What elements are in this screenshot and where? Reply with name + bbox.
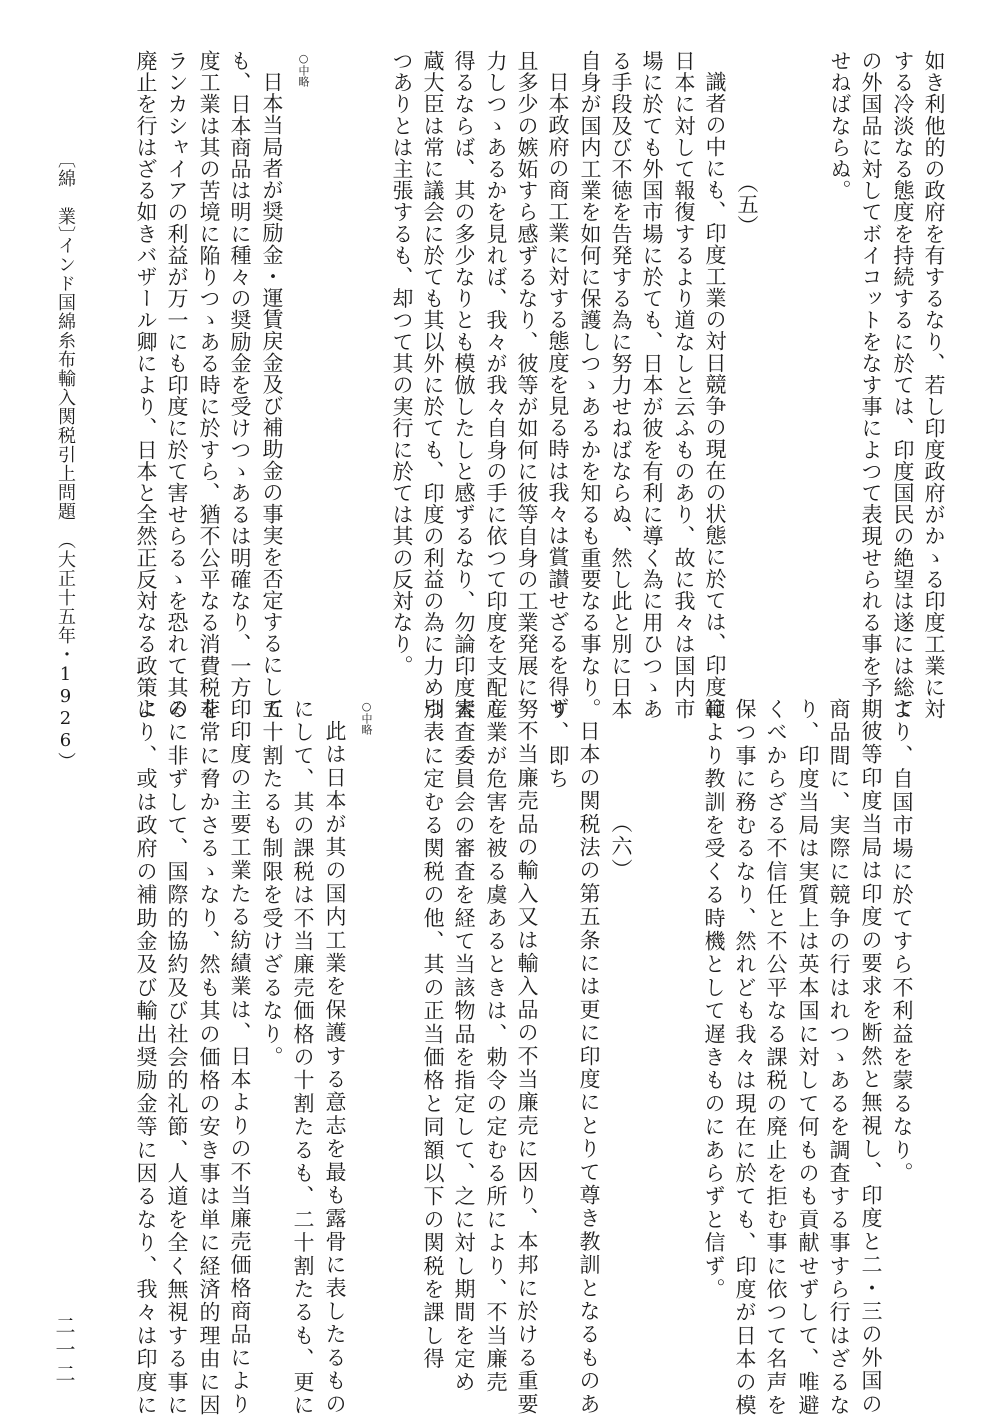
lower-column-7: 範より教訓を受くる時機として遅きものにあらずと信ず。 [702, 698, 726, 1302]
upper-column-9: る手段及び不徳を告発する為に努力せねばならぬ、然し此と別に日本 [609, 50, 633, 720]
lower-column-17: にして、其の課税は不当廉売価格の十割たるも、二十割たるも、更に [291, 698, 315, 1417]
running-header-title: インド国綿糸布輸入関税引上問題 （大正十五年・1926） [55, 236, 76, 771]
lower-column-3: 商品間に、実際に競争の行はれつゝあるを調査する事すら行はざるな [827, 698, 851, 1417]
lower-column-4: り、印度当局は実質上は英本国に対して何ものも貢献せずして、唯避 [796, 698, 820, 1417]
section-heading-5: （五） [735, 172, 759, 237]
upper-column-8: 場に於ても外国市場に於ても、日本が彼を有利に導く為に用ひつゝあ [640, 50, 664, 720]
lower-column-16: 此は日本が其の国内工業を保護する意志を最も露骨に表したるもの [323, 720, 347, 1416]
upper-column-16: つありとは主張するも、却つて其の実行に於ては其の反対なり。 [390, 50, 414, 677]
upper-column-15: 蔵大臣は常に議会に於ても其以外に於ても、印度の利益の為に力めつ [421, 50, 445, 720]
lower-column-22: より、或は政府の補助金及び輸出奨励金等に因るなり、我々は印度に [134, 698, 158, 1417]
lower-column-6: 保つ事に務むるなり、然れども我々は現在に於ても、印度が日本の模 [733, 698, 757, 1417]
upper-column-19: も、日本商品は明に種々の奨励金を受けつゝあるは明確なり、一方印 [228, 50, 252, 720]
upper-column-22: 廃止を行はざる如きバザール卿により、日本と全然正反対なる政策に [134, 50, 158, 720]
upper-column-18: 日本当局者が奨励金・運賃戻金及び補助金の事実を否定するにして [260, 71, 284, 719]
upper-column-11: 日本政府の商工業に対する態度を見る時は我々は賞讃せざるを得ず [546, 71, 570, 719]
lower-column-9: 日本の関税法の第五条には更に印度にとりて尊き教訓となるものあ [577, 720, 601, 1416]
upper-column-3: の外国品に対してボイコットをなす事によつて表現せられる事を予期 [859, 50, 883, 720]
lower-column-13: 審査委員会の審査を経て当該物品を指定して、之に対し期間を定め [452, 698, 476, 1395]
lower-column-10: り、即ち [546, 698, 570, 791]
lower-column-14: 別表に定むる関税の他、其の正当価格と同額以下の関税を課し得 [421, 698, 445, 1371]
lower-column-5: くべからざる不信任と不公平なる課税の廃止を拒む事に依つて名声を [764, 698, 788, 1417]
upper-column-6: 識者の中にも、印度工業の対日競争の現在の状態に於ては、印度は [703, 71, 727, 719]
upper-column-1: 如き利他的の政府を有するなり、若し印度政府がかゝる印度工業に対 [922, 50, 946, 720]
omission-note: ○中略 [297, 52, 310, 87]
lower-column-2: 彼等印度当局は印度の要求を断然と無視し、印度と二・三の外国の [859, 720, 883, 1416]
upper-column-13: 力しつゝあるかを見れば、我々が我々自身の手に依つて印度を支配し [484, 50, 508, 720]
upper-column-21: ランカシャイアの利益が万一にも印度に於て害せらるゝを恐れて其の [165, 50, 189, 720]
upper-column-7: 日本に対して報復するより道なしと云ふものあり、故に我々は国内市 [672, 50, 696, 720]
upper-column-10: 自身が国内工業を如何に保護しつゝあるかを知るも重要なる事なり。 [578, 50, 602, 720]
upper-column-14: 得るならば、其の多少なりとも模倣したしと感ずるなり、勿論印度大 [452, 50, 476, 720]
lower-column-11: 不当廉売品の輸入又は輸入品の不当廉売に因り、本邦に於ける重要 [515, 720, 539, 1416]
omission-note-lower: ○中略 [360, 700, 373, 735]
upper-column-12: 且多少の嫉妬すら感ずるなり、彼等が如何に彼等自身の工業発展に努 [515, 50, 539, 720]
lower-column-20: 非常に脅かさるゝなり、然も其の価格の安き事は単に経済的理由に因 [197, 698, 221, 1417]
page-number: 二一二 [52, 1315, 76, 1387]
upper-column-4: せねばならぬ。 [828, 50, 852, 202]
lower-column-19: 印度の主要工業たる紡績業は、日本よりの不当廉売価格商品により [228, 720, 252, 1416]
lower-column-12: 産業が危害を被る虞あるときは、勅令の定むる所により、不当廉売 [484, 698, 508, 1394]
upper-column-20: 度工業は其の苦境に陥りつゝある時に於すら、猶不公平なる消費税を [197, 50, 221, 720]
section-heading-6: （六） [609, 812, 633, 882]
running-header-category: 〔綿 業〕 [55, 150, 76, 245]
upper-column-2: する冷淡なる態度を持続するに於ては、印度国民の絶望は遂には総て [891, 50, 915, 720]
lower-column-1: より、自国市場に於てすら不利益を蒙るなり。 [890, 698, 914, 1186]
lower-column-21: るに非ずして、国際的協約及び社会的礼節、人道を全く無視する事に [165, 698, 189, 1417]
lower-column-18: 五十割たるも制限を受けざるなり。 [260, 698, 284, 1070]
